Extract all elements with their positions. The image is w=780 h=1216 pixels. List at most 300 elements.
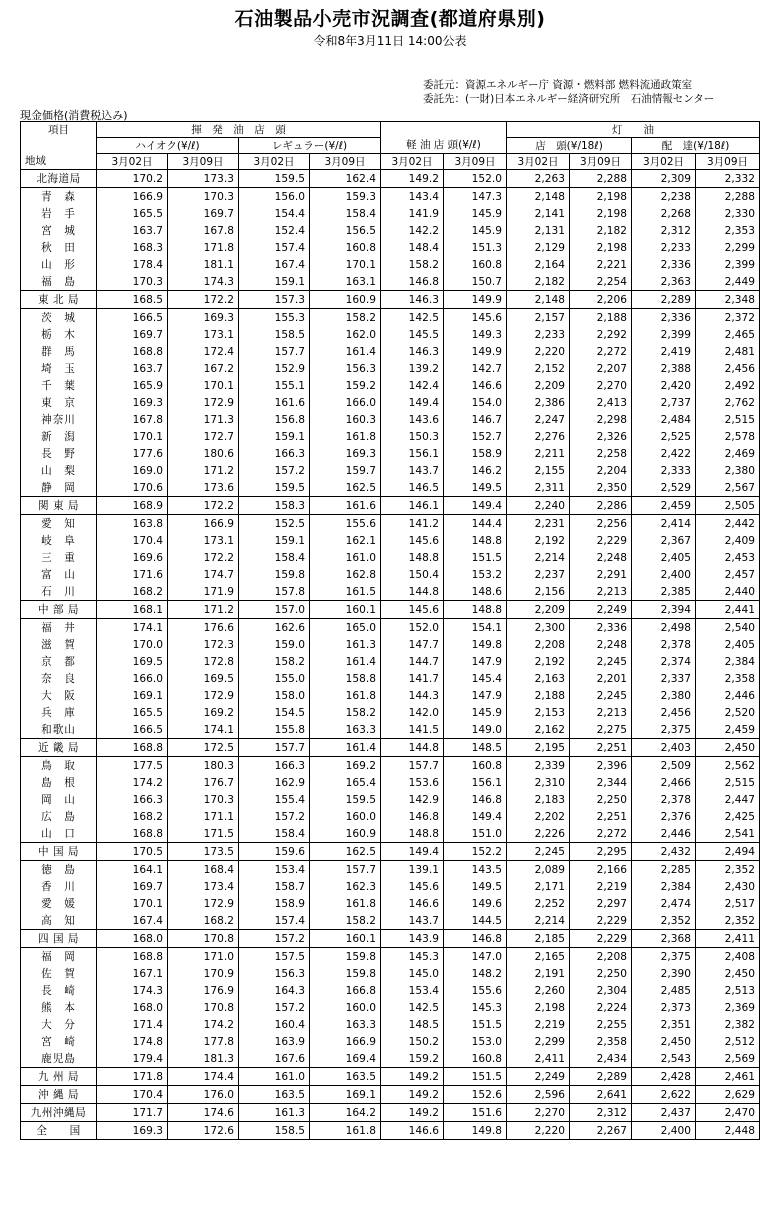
price-cell: 2,336 bbox=[632, 309, 696, 327]
price-cell: 159.8 bbox=[239, 566, 310, 583]
price-cell: 2,540 bbox=[724, 621, 755, 634]
price-cell: 163.7 bbox=[97, 222, 168, 239]
price-cell: 2,762 bbox=[724, 396, 755, 409]
region-name: 長 崎 bbox=[21, 982, 97, 999]
price-cell: 157.7 bbox=[381, 757, 444, 775]
price-cell: 2,220 bbox=[507, 343, 570, 360]
region-name: 北海道局 bbox=[21, 170, 97, 188]
price-cell: 166.3 bbox=[239, 757, 310, 775]
price-cell: 2,312 bbox=[632, 222, 696, 239]
price-cell: 155.6 bbox=[444, 982, 507, 999]
prefecture-row bbox=[21, 256, 760, 273]
price-cell: 147.9 bbox=[444, 653, 507, 670]
price-cell: 2,233 bbox=[507, 326, 570, 343]
price-cell: 149.2 bbox=[381, 170, 444, 188]
price-cell: 2,474 bbox=[632, 895, 696, 912]
page-title: 石油製品小売市況調査(都道府県別) bbox=[234, 8, 546, 30]
price-cell: 142.9 bbox=[381, 791, 444, 808]
price-cell: 169.5 bbox=[168, 670, 239, 687]
date-header: 3月09日 bbox=[706, 155, 749, 168]
region-name: 兵 庫 bbox=[21, 704, 97, 721]
price-cell: 172.2 bbox=[168, 549, 239, 566]
region-name: 滋 賀 bbox=[21, 636, 97, 653]
price-cell: 2,226 bbox=[507, 825, 570, 843]
date-header: 3月02日 bbox=[632, 154, 696, 170]
price-cell: 143.6 bbox=[381, 411, 444, 428]
price-cell: 160.8 bbox=[444, 256, 507, 273]
price-cell: 167.6 bbox=[239, 1050, 310, 1068]
price-cell: 171.2 bbox=[168, 601, 239, 619]
region-name: 宮 城 bbox=[21, 222, 97, 239]
price-cell: 156.5 bbox=[310, 222, 381, 239]
price-cell: 176.6 bbox=[168, 619, 239, 637]
price-cell: 144.7 bbox=[381, 653, 444, 670]
price-cell: 157.4 bbox=[239, 912, 310, 930]
price-cell: 159.5 bbox=[239, 170, 310, 188]
price-cell: 2,272 bbox=[570, 343, 632, 360]
price-cell: 173.4 bbox=[168, 878, 239, 895]
price-cell: 2,413 bbox=[570, 394, 632, 411]
region-name: 沖 縄 局 bbox=[21, 1086, 97, 1104]
price-table bbox=[20, 121, 760, 1140]
prefecture-row bbox=[21, 721, 760, 739]
price-cell: 2,375 bbox=[632, 948, 696, 966]
price-cell: 2,299 bbox=[507, 1033, 570, 1050]
prefecture-row bbox=[21, 479, 760, 497]
price-cell: 158.9 bbox=[239, 895, 310, 912]
price-cell: 172.9 bbox=[168, 394, 239, 411]
price-cell: 171.4 bbox=[97, 1016, 168, 1033]
price-cell: 171.8 bbox=[97, 1068, 168, 1086]
price-cell: 2,270 bbox=[570, 377, 632, 394]
price-cell: 2,569 bbox=[696, 1050, 760, 1068]
price-cell: 2,457 bbox=[724, 568, 755, 581]
price-cell: 168.2 bbox=[168, 912, 239, 930]
price-cell: 149.4 bbox=[444, 497, 507, 515]
price-cell: 2,256 bbox=[570, 515, 632, 533]
price-cell: 159.8 bbox=[310, 948, 381, 966]
price-cell: 151.5 bbox=[444, 1068, 507, 1086]
price-cell: 171.1 bbox=[168, 808, 239, 825]
region-name: 三 重 bbox=[21, 549, 97, 566]
price-cell: 143.4 bbox=[381, 188, 444, 206]
price-cell: 2,220 bbox=[507, 1122, 570, 1140]
price-cell: 158.3 bbox=[239, 497, 310, 515]
price-cell: 2,376 bbox=[632, 808, 696, 825]
price-cell: 2,434 bbox=[570, 1050, 632, 1068]
prefecture-row bbox=[21, 462, 760, 479]
price-cell: 174.3 bbox=[97, 982, 168, 999]
price-cell: 160.3 bbox=[310, 411, 381, 428]
price-cell: 174.2 bbox=[97, 774, 168, 791]
price-cell: 2,171 bbox=[507, 878, 570, 895]
region-name: 静 岡 bbox=[21, 479, 97, 497]
price-cell: 147.3 bbox=[444, 188, 507, 206]
price-cell: 2,163 bbox=[507, 670, 570, 687]
price-cell: 2,252 bbox=[507, 895, 570, 912]
price-cell: 160.1 bbox=[310, 601, 381, 619]
price-cell: 148.5 bbox=[381, 1016, 444, 1033]
prefecture-row bbox=[21, 222, 760, 239]
price-cell: 144.8 bbox=[381, 583, 444, 601]
price-cell: 171.8 bbox=[168, 239, 239, 256]
price-cell: 162.4 bbox=[310, 170, 381, 188]
price-cell: 161.4 bbox=[310, 343, 381, 360]
price-cell: 168.8 bbox=[97, 343, 168, 360]
region-name: 茨 城 bbox=[21, 309, 97, 327]
price-cell: 2,517 bbox=[724, 897, 755, 910]
price-cell: 172.7 bbox=[168, 428, 239, 445]
price-cell: 176.7 bbox=[168, 774, 239, 791]
table-body bbox=[21, 170, 760, 1140]
prefecture-row bbox=[21, 515, 760, 533]
price-cell: 143.9 bbox=[381, 930, 444, 948]
price-cell: 149.3 bbox=[444, 326, 507, 343]
price-cell: 2,378 bbox=[632, 791, 696, 808]
region-name: 山 梨 bbox=[21, 462, 97, 479]
price-cell: 141.2 bbox=[381, 515, 444, 533]
price-cell: 2,622 bbox=[632, 1086, 696, 1104]
price-cell: 156.3 bbox=[310, 360, 381, 377]
price-cell: 2,505 bbox=[696, 497, 760, 515]
region-total-row bbox=[21, 1122, 760, 1140]
price-cell: 2,388 bbox=[632, 360, 696, 377]
price-cell: 162.3 bbox=[310, 878, 381, 895]
price-cell: 2,440 bbox=[696, 583, 760, 601]
price-cell: 2,352 bbox=[632, 912, 696, 930]
price-cell: 2,396 bbox=[570, 757, 632, 775]
date-header: 3月02日 bbox=[97, 154, 168, 170]
prefecture-row bbox=[21, 532, 760, 549]
price-cell: 161.8 bbox=[310, 687, 381, 704]
price-cell: 2,089 bbox=[507, 861, 570, 879]
price-cell: 2,420 bbox=[632, 377, 696, 394]
price-cell: 170.8 bbox=[168, 999, 239, 1016]
price-cell: 163.5 bbox=[239, 1086, 310, 1104]
price-cell: 143.5 bbox=[444, 861, 507, 879]
price-cell: 2,245 bbox=[570, 687, 632, 704]
price-cell: 161.0 bbox=[310, 549, 381, 566]
price-cell: 2,214 bbox=[507, 912, 570, 930]
price-cell: 159.1 bbox=[239, 273, 310, 291]
price-cell: 148.4 bbox=[381, 239, 444, 256]
prefecture-row bbox=[21, 808, 760, 825]
region-total-row bbox=[21, 739, 760, 757]
prefecture-row bbox=[21, 619, 760, 637]
price-cell: 157.7 bbox=[239, 739, 310, 757]
price-cell: 169.7 bbox=[97, 878, 168, 895]
price-cell: 2,275 bbox=[570, 721, 632, 739]
price-cell: 163.1 bbox=[310, 273, 381, 291]
price-cell: 172.4 bbox=[168, 343, 239, 360]
price-cell: 171.5 bbox=[168, 825, 239, 843]
price-cell: 157.5 bbox=[239, 948, 310, 966]
price-cell: 2,208 bbox=[570, 948, 632, 966]
price-cell: 159.5 bbox=[310, 791, 381, 808]
price-cell: 166.5 bbox=[97, 721, 168, 739]
price-cell: 2,229 bbox=[570, 930, 632, 948]
price-cell: 174.1 bbox=[168, 721, 239, 739]
price-cell: 166.9 bbox=[310, 1033, 381, 1050]
price-cell: 2,485 bbox=[632, 982, 696, 999]
price-cell: 159.3 bbox=[310, 188, 381, 206]
price-cell: 152.5 bbox=[239, 515, 310, 533]
price-cell: 161.3 bbox=[310, 636, 381, 653]
price-cell: 2,208 bbox=[507, 636, 570, 653]
price-cell: 2,374 bbox=[632, 653, 696, 670]
prefecture-row bbox=[21, 948, 760, 966]
price-cell: 2,249 bbox=[507, 1068, 570, 1086]
price-cell: 2,311 bbox=[507, 479, 570, 497]
price-cell: 144.4 bbox=[444, 515, 507, 533]
price-cell: 158.2 bbox=[310, 912, 381, 930]
region-total-row bbox=[21, 601, 760, 619]
price-cell: 161.6 bbox=[310, 497, 381, 515]
price-cell: 170.2 bbox=[97, 170, 168, 188]
region-name: 広 島 bbox=[21, 808, 97, 825]
price-cell: 2,484 bbox=[632, 411, 696, 428]
price-cell: 2,492 bbox=[724, 379, 755, 392]
price-cell: 2,310 bbox=[507, 774, 570, 791]
prefecture-row bbox=[21, 774, 760, 791]
price-cell: 160.0 bbox=[310, 808, 381, 825]
price-cell: 145.3 bbox=[381, 948, 444, 966]
price-cell: 155.1 bbox=[239, 377, 310, 394]
prefecture-row bbox=[21, 1033, 760, 1050]
price-cell: 145.9 bbox=[444, 222, 507, 239]
price-cell: 2,441 bbox=[696, 601, 760, 619]
price-cell: 2,289 bbox=[570, 1068, 632, 1086]
price-cell: 2,385 bbox=[632, 583, 696, 601]
price-cell: 172.9 bbox=[168, 895, 239, 912]
price-cell: 2,367 bbox=[632, 532, 696, 549]
price-cell: 2,336 bbox=[632, 256, 696, 273]
price-cell: 2,411 bbox=[696, 930, 760, 948]
price-cell: 149.5 bbox=[444, 878, 507, 895]
price-cell: 163.3 bbox=[310, 1016, 381, 1033]
price-cell: 151.5 bbox=[444, 549, 507, 566]
price-cell: 2,304 bbox=[570, 982, 632, 999]
prefecture-row bbox=[21, 394, 760, 411]
region-name: 岩 手 bbox=[21, 205, 97, 222]
price-cell: 174.6 bbox=[168, 1104, 239, 1122]
price-cell: 2,165 bbox=[507, 948, 570, 966]
price-cell: 2,411 bbox=[507, 1050, 570, 1068]
price-cell: 158.4 bbox=[239, 825, 310, 843]
price-cell: 150.7 bbox=[444, 273, 507, 291]
price-cell: 168.8 bbox=[97, 825, 168, 843]
price-cell: 170.9 bbox=[168, 965, 239, 982]
price-cell: 2,148 bbox=[507, 291, 570, 309]
price-cell: 170.1 bbox=[310, 256, 381, 273]
kerosene-store-header: 店 頭(¥/18ℓ) bbox=[507, 138, 632, 154]
price-cell: 2,202 bbox=[507, 808, 570, 825]
price-cell: 149.5 bbox=[444, 479, 507, 497]
price-cell: 2,352 bbox=[724, 863, 755, 876]
region-header: 地域 bbox=[21, 154, 97, 170]
price-cell: 2,164 bbox=[507, 256, 570, 273]
prefecture-row bbox=[21, 653, 760, 670]
region-name: 岐 阜 bbox=[21, 532, 97, 549]
price-cell: 161.4 bbox=[310, 653, 381, 670]
price-cell: 2,288 bbox=[570, 170, 632, 188]
price-cell: 2,286 bbox=[570, 497, 632, 515]
kerosene-header: 灯 油 bbox=[507, 122, 760, 138]
prefecture-row bbox=[21, 999, 760, 1016]
price-cell: 2,400 bbox=[632, 1122, 696, 1140]
price-cell: 2,219 bbox=[570, 878, 632, 895]
price-cell: 160.0 bbox=[310, 999, 381, 1016]
price-cell: 170.1 bbox=[97, 428, 168, 445]
price-cell: 152.9 bbox=[239, 360, 310, 377]
price-cell: 149.2 bbox=[381, 1086, 444, 1104]
price-cell: 162.5 bbox=[310, 843, 381, 861]
price-cell: 2,330 bbox=[724, 207, 755, 220]
price-cell: 2,459 bbox=[696, 721, 760, 739]
price-cell: 159.5 bbox=[239, 479, 310, 497]
price-cell: 2,295 bbox=[570, 843, 632, 861]
price-cell: 163.9 bbox=[239, 1033, 310, 1050]
price-cell: 152.2 bbox=[444, 843, 507, 861]
price-cell: 2,456 bbox=[632, 704, 696, 721]
price-cell: 168.2 bbox=[97, 808, 168, 825]
price-cell: 139.1 bbox=[381, 861, 444, 879]
region-name: 東 北 局 bbox=[21, 291, 97, 309]
price-cell: 148.8 bbox=[444, 532, 507, 549]
price-cell: 164.3 bbox=[239, 982, 310, 999]
price-cell: 168.0 bbox=[97, 999, 168, 1016]
price-cell: 2,442 bbox=[724, 517, 755, 530]
price-cell: 146.1 bbox=[381, 497, 444, 515]
price-cell: 145.6 bbox=[381, 532, 444, 549]
price-cell: 170.5 bbox=[97, 843, 168, 861]
price-cell: 157.2 bbox=[239, 999, 310, 1016]
price-cell: 2,399 bbox=[632, 326, 696, 343]
price-cell: 157.8 bbox=[239, 583, 310, 601]
price-cell: 148.2 bbox=[444, 965, 507, 982]
price-cell: 159.0 bbox=[239, 636, 310, 653]
price-cell: 158.2 bbox=[381, 256, 444, 273]
price-cell: 2,432 bbox=[632, 843, 696, 861]
price-cell: 2,166 bbox=[570, 861, 632, 879]
price-cell: 156.8 bbox=[239, 411, 310, 428]
price-cell: 2,339 bbox=[507, 757, 570, 775]
price-cell: 2,469 bbox=[724, 447, 755, 460]
region-name: 関 東 局 bbox=[21, 497, 97, 515]
price-cell: 168.9 bbox=[97, 497, 168, 515]
price-cell: 181.1 bbox=[168, 256, 239, 273]
price-cell: 181.3 bbox=[168, 1050, 239, 1068]
region-name: 栃 木 bbox=[21, 326, 97, 343]
price-cell: 151.3 bbox=[444, 239, 507, 256]
kerosene-delivery-header: 配 達(¥/18ℓ) bbox=[632, 138, 760, 154]
price-cell: 2,369 bbox=[724, 1001, 755, 1014]
price-cell: 2,414 bbox=[632, 515, 696, 533]
price-cell: 172.6 bbox=[168, 1122, 239, 1140]
price-cell: 169.3 bbox=[97, 394, 168, 411]
price-cell: 168.3 bbox=[97, 239, 168, 256]
region-name: 香 川 bbox=[21, 878, 97, 895]
price-cell: 162.0 bbox=[310, 326, 381, 343]
prefecture-row bbox=[21, 273, 760, 291]
price-cell: 158.5 bbox=[239, 326, 310, 343]
price-cell: 174.4 bbox=[168, 1068, 239, 1086]
price-cell: 166.9 bbox=[168, 515, 239, 533]
price-cell: 158.2 bbox=[310, 704, 381, 721]
price-cell: 2,437 bbox=[632, 1104, 696, 1122]
price-cell: 161.8 bbox=[310, 428, 381, 445]
price-cell: 172.8 bbox=[168, 653, 239, 670]
price-cell: 2,450 bbox=[632, 1033, 696, 1050]
price-cell: 162.5 bbox=[310, 479, 381, 497]
region-name: 秋 田 bbox=[21, 239, 97, 256]
price-cell: 159.7 bbox=[310, 462, 381, 479]
region-name: 九州沖縄局 bbox=[21, 1104, 97, 1122]
price-cell: 2,525 bbox=[632, 428, 696, 445]
prefecture-row bbox=[21, 636, 760, 653]
price-cell: 171.9 bbox=[168, 583, 239, 601]
price-cell: 149.8 bbox=[444, 1122, 507, 1140]
highoctane-header: ハイオク(¥/ℓ) bbox=[97, 138, 239, 154]
price-cell: 164.2 bbox=[310, 1104, 381, 1122]
price-cell: 2,185 bbox=[507, 930, 570, 948]
prefecture-row bbox=[21, 965, 760, 982]
price-cell: 2,353 bbox=[724, 224, 755, 237]
price-cell: 142.7 bbox=[444, 360, 507, 377]
price-cell: 2,248 bbox=[570, 549, 632, 566]
price-cell: 160.4 bbox=[239, 1016, 310, 1033]
price-cell: 2,494 bbox=[696, 843, 760, 861]
price-cell: 146.6 bbox=[381, 895, 444, 912]
price-cell: 168.0 bbox=[97, 930, 168, 948]
region-name: 和歌山 bbox=[21, 721, 97, 739]
contractor-credit: 委託先：(一財)日本エネルギー経済研究所 石油情報センター bbox=[423, 93, 715, 105]
price-cell: 2,466 bbox=[632, 774, 696, 791]
price-cell: 2,240 bbox=[507, 497, 570, 515]
price-cell: 2,131 bbox=[507, 222, 570, 239]
price-cell: 2,260 bbox=[507, 982, 570, 999]
price-cell: 166.5 bbox=[97, 309, 168, 327]
region-name: 京 都 bbox=[21, 653, 97, 670]
price-cell: 161.6 bbox=[239, 394, 310, 411]
price-cell: 166.3 bbox=[239, 445, 310, 462]
price-cell: 151.6 bbox=[444, 1104, 507, 1122]
price-cell: 170.4 bbox=[97, 532, 168, 549]
price-cell: 2,191 bbox=[507, 965, 570, 982]
price-cell: 2,428 bbox=[632, 1068, 696, 1086]
price-cell: 177.5 bbox=[97, 757, 168, 775]
price-cell: 2,229 bbox=[570, 912, 632, 930]
price-cell: 157.0 bbox=[239, 601, 310, 619]
price-cell: 2,209 bbox=[507, 377, 570, 394]
price-cell: 145.4 bbox=[444, 670, 507, 687]
region-name: 奈 良 bbox=[21, 670, 97, 687]
price-cell: 2,251 bbox=[570, 739, 632, 757]
prefecture-row bbox=[21, 549, 760, 566]
price-cell: 144.5 bbox=[444, 912, 507, 930]
price-cell: 2,449 bbox=[696, 273, 760, 291]
price-cell: 159.1 bbox=[239, 428, 310, 445]
price-cell: 173.1 bbox=[168, 326, 239, 343]
price-cell: 160.8 bbox=[310, 239, 381, 256]
price-cell: 167.4 bbox=[97, 912, 168, 930]
prefecture-row bbox=[21, 566, 760, 583]
price-cell: 2,446 bbox=[724, 689, 755, 702]
price-cell: 2,249 bbox=[570, 601, 632, 619]
price-cell: 2,543 bbox=[632, 1050, 696, 1068]
prefecture-row bbox=[21, 205, 760, 222]
price-cell: 2,409 bbox=[724, 534, 755, 547]
